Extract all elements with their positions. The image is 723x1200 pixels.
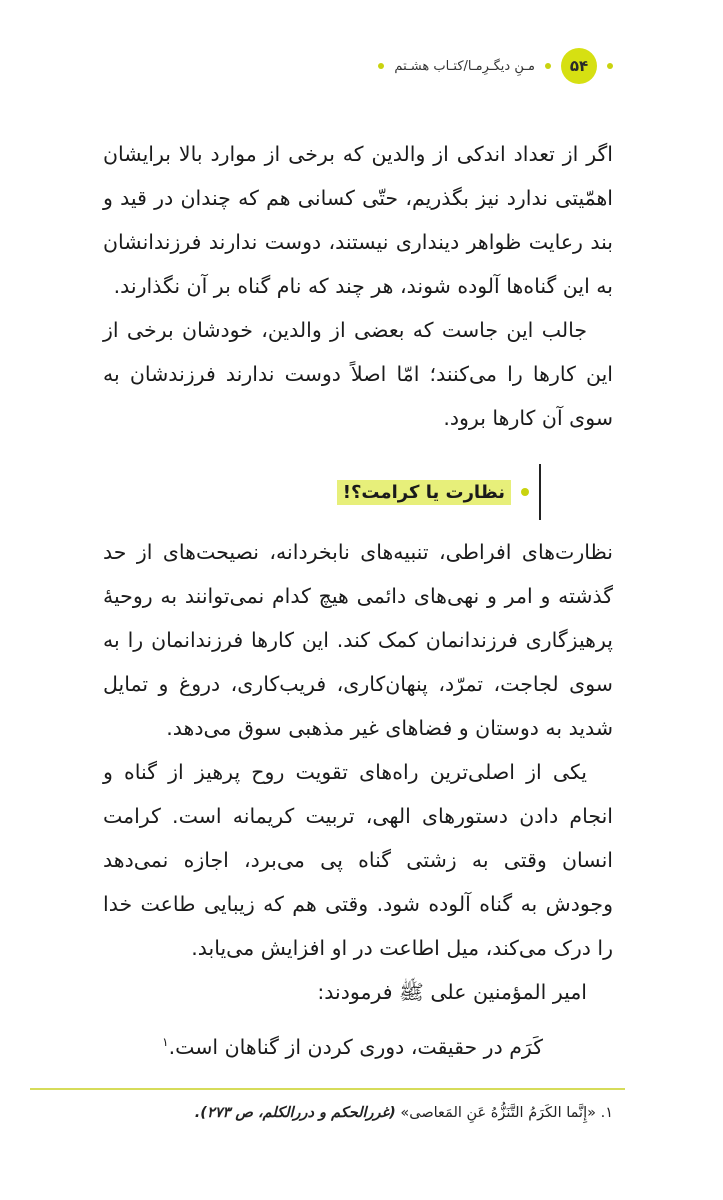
- paragraph: یکی از اصلی‌ترین راه‌های تقویت روح پرهیز از گناه و انجام دادن دستورهای الهی، تربیت کریمانه است. کرامت انسان وقتی به زشتی گناه پی می‌برد، اجازه نمی‌دهد وجودش به گناه آلوده شود. وقتی هم که زیبایی طاعت خدا را درک می‌کند، میل اطاعت در او افزایش می‌یابد.: [103, 760, 613, 960]
- main-text-1: [103, 132, 613, 440]
- footnote: [93, 1100, 613, 1126]
- page-number: ۵۴: [561, 48, 597, 84]
- footnote-source: (غررالحکم و دررالکلم، ص ۲۷۳).: [194, 1105, 396, 1121]
- header-dot-mid: [545, 63, 551, 69]
- section-bullet-icon: [521, 488, 529, 496]
- quote-text: کَرَم در حقیقت، دوری کردن از گناهان است.: [168, 1034, 543, 1059]
- header-dot-left: [378, 63, 384, 69]
- quote-intro: امیر المؤمنین علی ﷺ فرمودند:: [317, 980, 587, 1004]
- footnote-rule: [30, 1088, 625, 1090]
- footnote-number: ۱.: [600, 1105, 613, 1121]
- paragraph: نظارت‌های افراطی، تنبیه‌های نابخردانه، نصیحت‌های از حد گذشته و امر و نهی‌های دائمی هیچ کدام نمی‌توانند به روحیۀ پرهیزگاری فرزندانمان کمک کند. این کارها فرزندانمان را به سوی لجاجت، تمرّد، پنهان‌کاری، فریب‌کاری، دروغ و تمایل شدید به دوستان و فضاهای غیر مذهبی سوق می‌دهد.: [103, 540, 613, 740]
- footnote-marker[interactable]: ۱: [162, 1035, 169, 1049]
- section-divider: [539, 464, 541, 520]
- paragraph: اگر از تعداد اندکی از والدین که برخی از موارد بالا برایشان اهمّیتی ندارد نیز بگذریم، حتّی کسانی هم که چندان در قید و بند رعایت ظواهر دینداری نیستند، دوست ندارند فرزندانشان به این گناه‌ها آلوده شوند، هر چند که نام گناه بر آن نگذارند.: [103, 142, 613, 298]
- section-heading: [337, 464, 541, 520]
- section-title: نظارت یا کرامت؟!: [337, 480, 511, 505]
- paragraph: جالب این جاست که بعضی از والدین، خودشان برخی از این کارها را می‌کنند؛ امّا اصلاً دوست ندارند فرزندشان به سوی آن کارها برود.: [103, 318, 613, 430]
- main-text-2: [103, 530, 613, 1069]
- quote: [103, 1020, 613, 1069]
- header-dot-right: [607, 63, 613, 69]
- footnote-arabic: «إِنَّما الکَرَمُ التَّنَزُّهُ عَنِ المَعاصی»: [400, 1105, 596, 1121]
- running-title: مـنِ دیگـرِمـا/کتـاب هشـتم: [394, 58, 535, 74]
- page-header: [378, 48, 613, 84]
